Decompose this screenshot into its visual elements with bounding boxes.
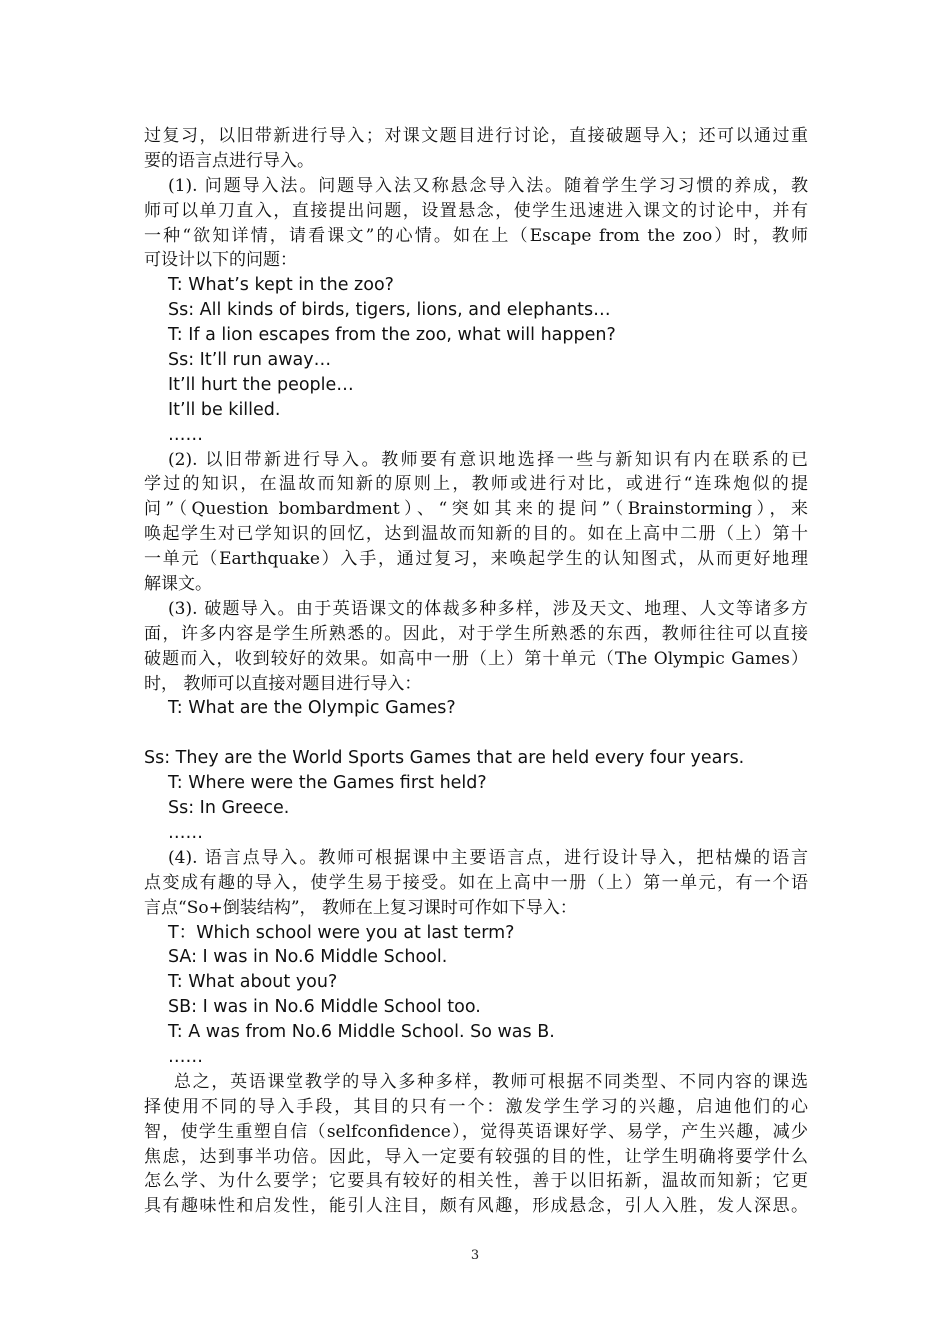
dialogue-line: T: What about you? [168,972,338,993]
paragraph-line: 面，许多内容是学生所熟悉的。因此，对于学生所熟悉的东西，教师往往可以直接 [144,623,808,644]
blank-line [144,721,808,746]
paragraph-line: 要的语言点进行导入。 [144,150,314,171]
paragraph-line: 言点“So+倒装结构”， 教师在上复习课时可作如下导入： [144,897,577,918]
dialogue-line: It’ll hurt the people… [168,374,354,395]
paragraph-line: 解课文。 [144,574,212,595]
dialogue-line: Ss: In Greece. [168,798,290,819]
paragraph-line: 点变成有趣的导入，使学生易于接受。如在上高中一册（上）第一单元，有一个语 [144,872,808,893]
paragraph-line: 过复习，以旧带新进行导入；对课文题目进行讨论，直接破题导入；还可以通过重 [144,126,808,146]
conclusion-line: 焦虑，达到事半功倍。因此，导入一定要有较强的目的性，让学生明确将要学什么 [144,1146,808,1167]
page-number: 3 [470,1248,480,1263]
paragraph-line: 一种“欲知详情，请看课文”的心情。如在上（Escape from the zoo）时，教师 [144,225,808,246]
dialogue-line: T: If a lion escapes from the zoo, what will happen? [168,325,616,346]
dialogue-line: T: A was from No.6 Middle School. So was B. [168,1022,555,1043]
section-4-heading-line: (4). 语言点导入。教师可根据课中主要语言点，进行设计导入，把枯燥的语言 [168,847,808,868]
paragraph-line: 可设计以下的问题： [144,250,297,271]
section-1-heading-line: (1). 问题导入法。问题导入法又称悬念导入法。随着学生学习习惯的养成，教 [168,175,808,196]
conclusion-line: 总之，英语课堂教学的导入多种多样，教师可根据不同类型、不同内容的课选 [174,1071,808,1092]
dialogue-line: SB: I was in No.6 Middle School too. [168,997,481,1018]
dialogue-line: SA: I was in No.6 Middle School. [168,947,448,968]
dialogue-line: T：Which school were you at last term? [168,922,515,943]
paragraph-line: 一单元（Earthquake）入手，通过复习，来唤起学生的认知图式，从而更好地理 [144,549,808,570]
conclusion-line: 具有趣味性和启发性，能引人注目，颇有风趣，形成悬念，引人入胜，发人深思。 [144,1196,808,1217]
paragraph-line: 唤起学生对已学知识的回忆，达到温故而知新的目的。如在上高中二册（上）第十 [144,524,808,545]
dialogue-line: T: What are the Olympic Games? [168,698,456,719]
conclusion-line: 智，使学生重塑自信（selfconfidence），觉得英语课好学、易学，产生兴趣，减少 [144,1121,808,1142]
ellipsis-line: …… [168,424,203,445]
dialogue-line: Ss: All kinds of birds, tigers, lions, and elephants… [168,300,611,321]
paragraph-line: 破题而入，收到较好的效果。如高中一册（上）第十单元（The Olympic Games） [144,648,808,669]
dialogue-line: Ss: It’ll run away… [168,350,332,371]
ellipsis-line: …… [168,1046,203,1067]
ellipsis-line: …… [168,822,203,843]
dialogue-line: T: Where were the Games first held? [168,773,487,794]
dialogue-line: T: What’s kept in the zoo? [168,275,394,296]
section-3-heading-line: (3). 破题导入。由于英语课文的体裁多种多样，涉及天文、地理、人文等诸多方 [168,598,808,619]
dialogue-line: Ss: They are the World Sports Games that are held every four years. [144,748,745,769]
paragraph-line: 学过的知识，在温故而知新的原则上，教师或进行对比，或进行“连珠炮似的提 [144,474,808,495]
dialogue-line: It’ll be killed. [168,399,281,420]
conclusion-line: 择使用不同的导入手段，其目的只有一个：激发学生学习的兴趣，启迪他们的心 [144,1096,808,1117]
section-2-heading-line: (2). 以旧带新进行导入。教师要有意识地选择一些与新知识有内在联系的已 [168,449,808,470]
paragraph-line: 时， 教师可以直接对题目进行导入： [144,673,422,694]
paragraph-line: 师可以单刀直入，直接提出问题，设置悬念，使学生迅速进入课文的讨论中，并有 [144,200,808,221]
conclusion-line: 怎么学、为什么要学；它要具有较好的相关性，善于以旧拓新，温故而知新；它更 [144,1171,808,1192]
paragraph-line: 问”（Question bombardment）、“突如其来的提问”（Brainstorming），来 [144,499,808,520]
document-body [144,124,808,1219]
